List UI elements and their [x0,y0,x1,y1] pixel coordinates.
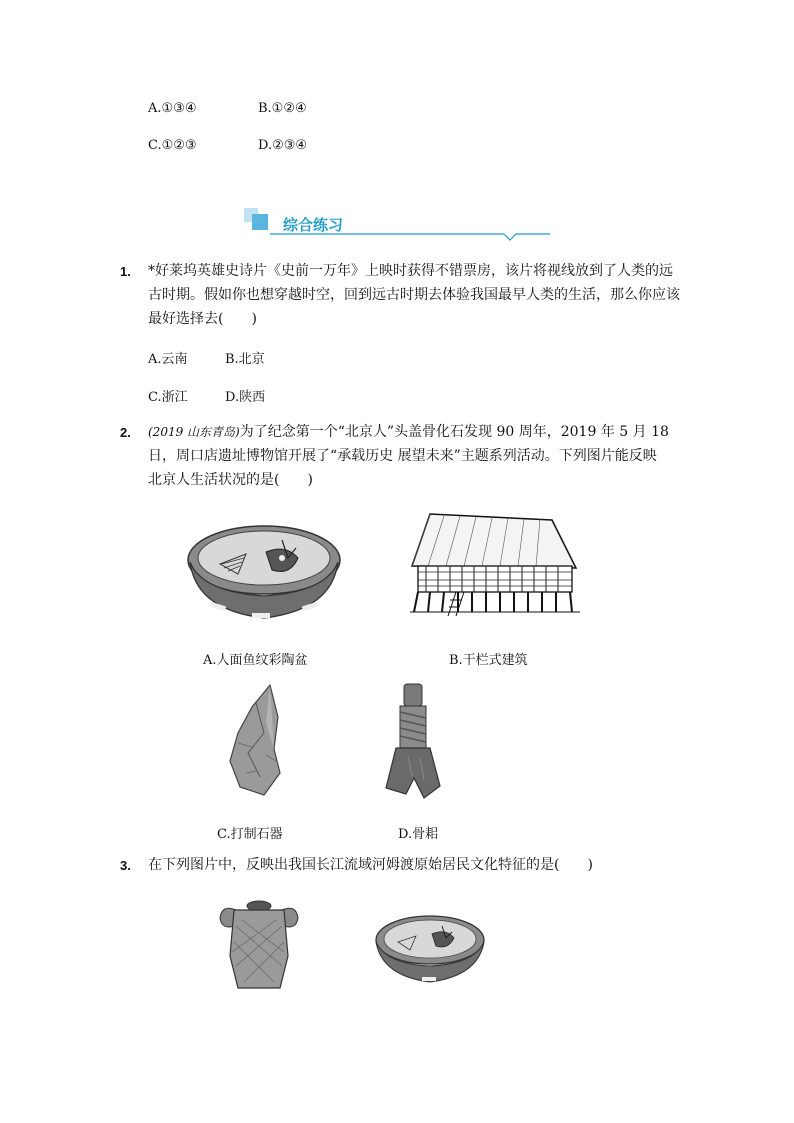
section-title: 综合练习 [283,216,344,234]
caption-c: C.打制石器 [217,827,283,842]
option-d: D.②③④ [258,138,308,153]
question-3-number: 3. [120,858,131,873]
question-2-text [148,420,669,492]
stilt-house-image [404,508,584,620]
question-1-line-1: *好莱坞英雄史诗片《史前一万年》上映时获得不错票房，该片将视线放到了人类的远 [148,263,673,279]
question-1-number: 1. [120,264,131,279]
caption-a: A.人面鱼纹彩陶盆 [203,653,308,668]
question-2-line-3: 北京人生活状况的是( ) [148,472,313,488]
caption-d: D.骨耜 [398,827,439,842]
question-1-option-a: A.云南 [148,352,188,367]
chipped-stone-tool-image [226,683,282,801]
painted-pottery-basin-image [186,518,342,622]
question-2-source: (2019 山东青岛) [148,425,240,439]
question-1-option-b: B.北京 [225,352,265,367]
bone-spade-image [380,682,444,802]
header-square-front [252,214,268,230]
question-2-line-1-rest: 为了纪念第一个“北京人”头盖骨化石发现 90 周年，2019 年 5 月 18 [239,424,669,440]
question-1-text [148,259,680,331]
header-notch [504,234,516,240]
pottery-basin-small-image [374,910,486,986]
option-c: C.①②③ [148,138,197,153]
question-1-option-c: C.浙江 [148,390,188,405]
question-1-option-d: D.陕西 [225,390,266,405]
question-2-line-1 [148,420,669,444]
twin-ear-jar-image [218,896,300,992]
question-2-line-2: 日，周口店遗址博物馆开展了“承载历史 展望未来”主题系列活动。下列图片能反映 [148,448,657,464]
option-b: B.①②④ [258,101,307,116]
question-2-number: 2. [120,425,131,440]
option-a: A.①③④ [148,101,197,116]
question-3-line-1: 在下列图片中，反映出我国长江流域河姆渡原始居民文化特征的是( ) [148,857,593,873]
caption-b: B.干栏式建筑 [449,653,528,668]
question-1-line-3: 最好选择去( ) [148,311,257,327]
question-3-text [148,853,593,877]
question-1-line-2: 古时期。假如你也想穿越时空，回到远古时期去体验我国最早人类的生活，那么你应该 [148,287,680,303]
